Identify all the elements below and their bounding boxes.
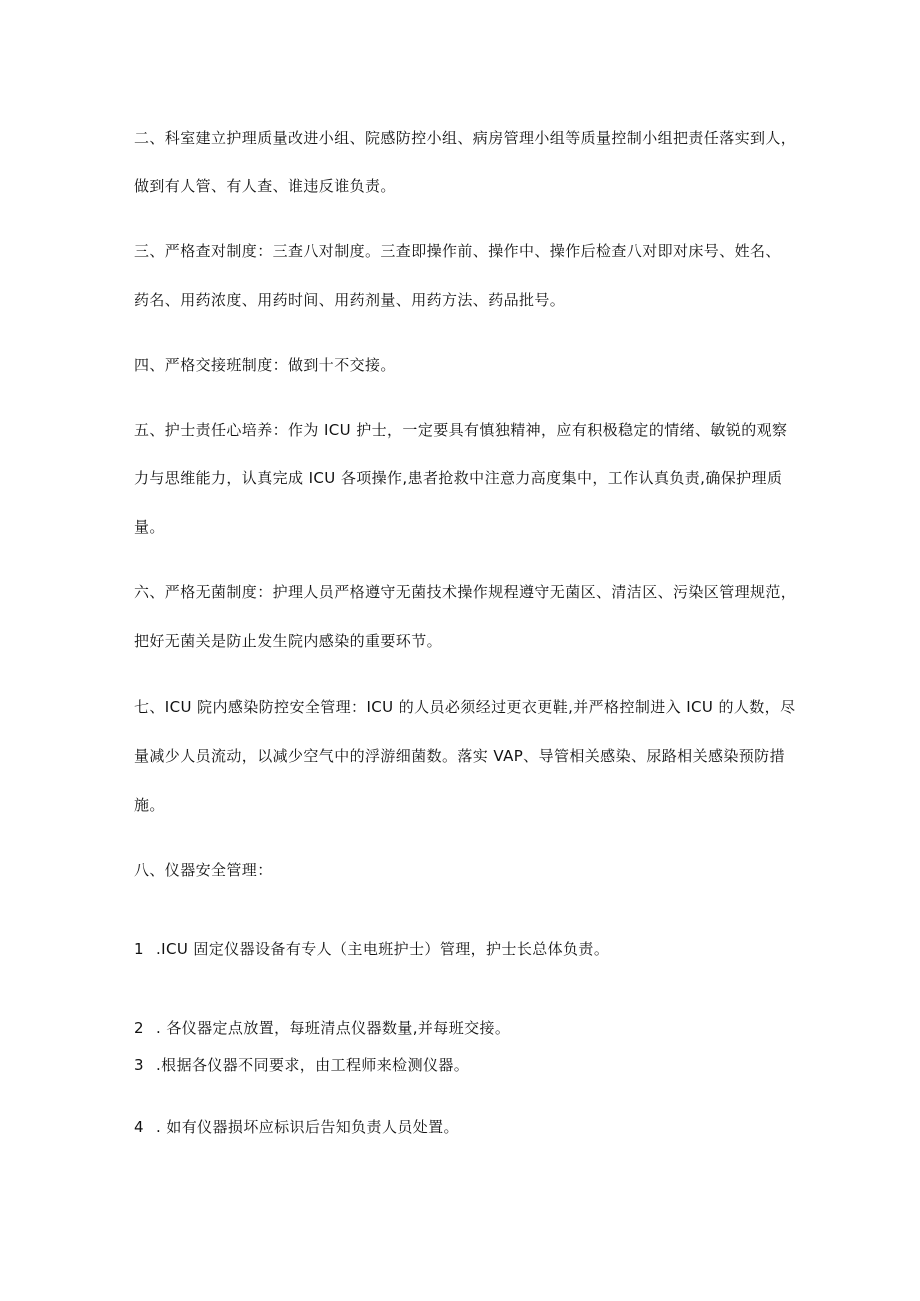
list-item-2: [134, 1018, 510, 1038]
paragraph-7-line-2: 量减少人员流动，以减少空气中的浮游细菌数。落实 VAP、导管相关感染、尿路相关感染预防措: [134, 747, 785, 765]
paragraph-7-line-1: 七、ICU 院内感染防控安全管理：ICU 的人员必须经过更衣更鞋,并严格控制进入 ICU 的人数，尽: [134, 698, 796, 716]
list-item-1: [134, 939, 609, 959]
list-item-number: 4: [134, 1118, 144, 1136]
list-item-4: [134, 1117, 459, 1137]
paragraph-2-line-2: 做到有人管、有人查、谁违反谁负责。: [134, 177, 396, 195]
paragraph-2-line-1: 二、科室建立护理质量改进小组、院感防控小组、病房管理小组等质量控制小组把责任落实到人，: [134, 129, 797, 147]
list-item-text: . 各仪器定点放置，每班清点仪器数量,并每班交接。: [156, 1019, 511, 1037]
paragraph-5-line-1: 五、护士责任心培养：作为 ICU 护士，一定要具有慎独精神，应有积极稳定的情绪、敏锐的观察: [134, 421, 788, 439]
list-item-text: .ICU 固定仪器设备有专人（主电班护士）管理，护士长总体负责。: [156, 940, 610, 958]
list-item-text: .根据各仪器不同要求，由工程师来检测仪器。: [156, 1056, 470, 1074]
paragraph-5-line-3: 量。: [134, 518, 165, 536]
list-item-text: . 如有仪器损坏应标识后告知负责人员处置。: [156, 1118, 459, 1136]
paragraph-7-line-3: 施。: [134, 796, 165, 814]
list-item-number: 2: [134, 1019, 144, 1037]
paragraph-3-line-1: 三、严格查对制度：三查八对制度。三查即操作前、操作中、操作后检查八对即对床号、姓名、: [134, 242, 781, 260]
list-item-3: [134, 1055, 469, 1075]
list-item-number: 3: [134, 1056, 144, 1074]
paragraph-6-line-2: 把好无菌关是防止发生院内感染的重要环节。: [134, 632, 443, 650]
paragraph-6-line-1: 六、严格无菌制度：护理人员严格遵守无菌技术操作规程遵守无菌区、清洁区、污染区管理规范，: [134, 583, 797, 601]
list-item-number: 1: [134, 940, 144, 958]
paragraph-4-line-1: 四、严格交接班制度：做到十不交接。: [134, 356, 396, 374]
paragraph-3-line-2: 药名、用药浓度、用药时间、用药剂量、用药方法、药品批号。: [134, 291, 566, 309]
paragraph-5-line-2: 力与思维能力，认真完成 ICU 各项操作,患者抢救中注意力高度集中，工作认真负责,确保护理质: [134, 469, 783, 487]
paragraph-8-title: 八、仪器安全管理：: [134, 861, 273, 879]
